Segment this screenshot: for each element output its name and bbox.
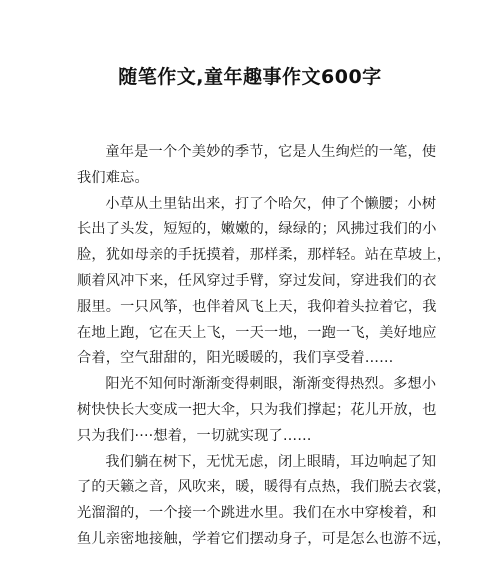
paragraph-3 (77, 372, 437, 449)
paragraph-1 (77, 140, 437, 192)
text-line: 顺着风冲下来，任风穿过手臂，穿过发间，穿进我们的衣 (77, 272, 437, 289)
text-line: 小草从土里钻出来，打了个哈欠，伸了个懒腰；小树 (105, 195, 437, 212)
text-line: 光溜溜的，一个接一个跳进水里。我们在水中穿梭着，和 (77, 505, 437, 522)
text-line: 服里。一只风筝，也伴着风飞上天，我仰着头拉着它，我 (77, 298, 437, 315)
text-line: 在地上跑，它在天上飞，一天一地，一跑一飞，美好地应 (77, 324, 437, 341)
text-line: 童年是一个个美妙的季节，它是人生绚烂的一笔，使 (105, 144, 437, 160)
text-line: 阳光不知何时渐渐变得刺眼，渐渐变得热烈。多想小 (105, 376, 437, 393)
text-line: 只为我们····想着，一切就实现了…… (77, 427, 312, 444)
text-line: 脸，犹如母亲的手抚摸着，那样柔，那样轻。站在草坡上， (77, 247, 452, 264)
article-body (77, 140, 452, 553)
text-line: 我们躺在树下，无忧无虑，闭上眼睛，耳边响起了知 (105, 453, 437, 470)
article-title: 随笔作文,童年趣事作文600字 (118, 66, 382, 88)
paragraph-4 (77, 450, 452, 553)
text-line: 合着，空气甜甜的，阳光暖暖的，我们享受着…… (77, 350, 394, 367)
text-line: 我们难忘。 (77, 169, 149, 186)
text-line: 鱼儿亲密地接触，学着它们摆动身子，可是怎么也游不远， (77, 530, 452, 547)
text-line: 了的天籁之音，风吹来，暖，暖得有点热，我们脱去衣裳， (77, 479, 452, 496)
paragraph-2 (77, 192, 452, 373)
text-line: 长出了头发，短短的，嫩嫩的，绿绿的；风拂过我们的小 (77, 221, 437, 238)
text-line: 树快快长大变成一把大伞，只为我们撑起；花儿开放，也 (77, 401, 437, 418)
